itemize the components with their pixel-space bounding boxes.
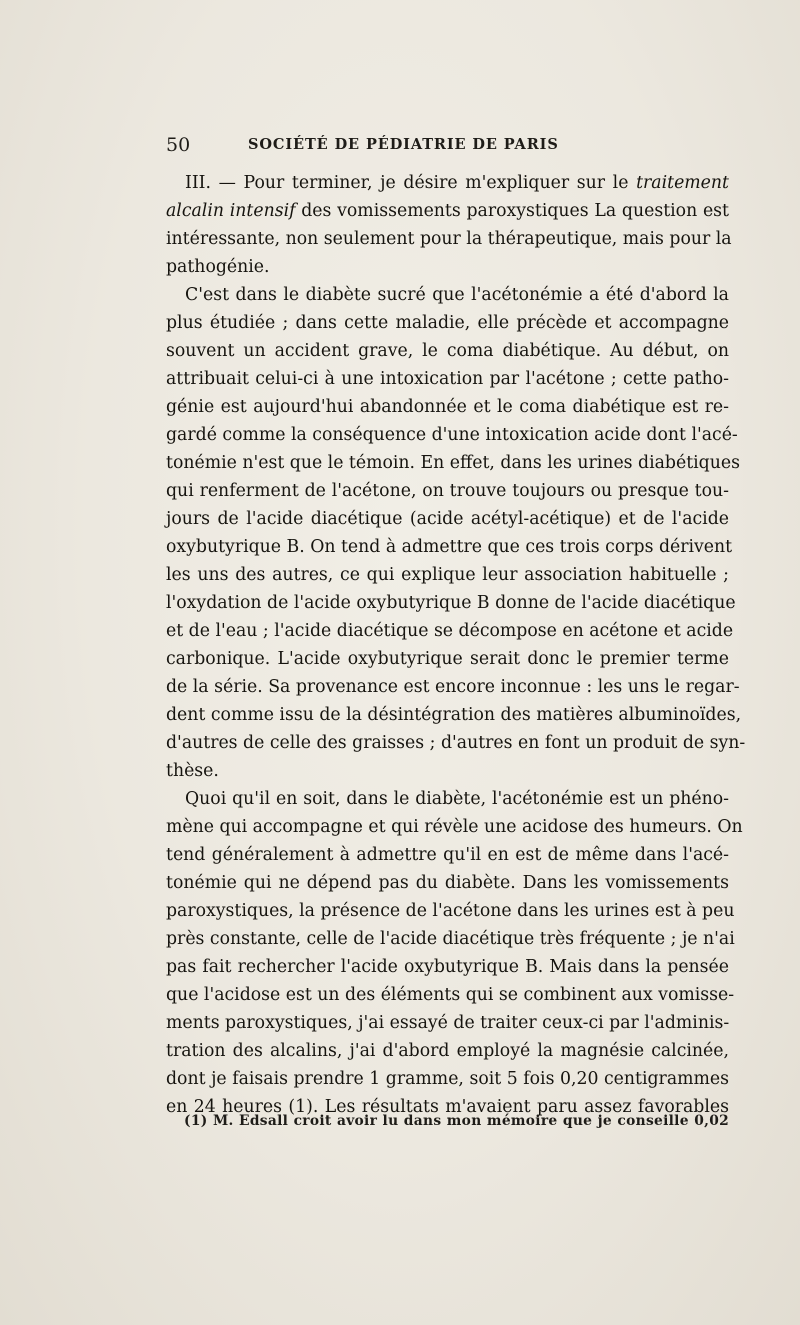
text-line: alcalin intensif des vomissements paroxystiques La question est: [166, 201, 729, 221]
text-line: gardé comme la conséquence d'une intoxication acide dont l'acé-: [166, 425, 738, 445]
text-line: paroxystiques, la présence de l'acétone dans les urines est à peu: [166, 901, 735, 921]
text-line: dent comme issu de la désintégration des matières albuminoïdes,: [166, 705, 742, 725]
text-line: génie est aujourd'hui abandonnée et le coma diabétique est re-: [166, 397, 729, 417]
text-line: qui renferment de l'acétone, on trouve toujours ou presque tou-: [166, 481, 729, 501]
text-line: attribuait celui-ci à une intoxication par l'acétone ; cette patho-: [166, 369, 729, 389]
text-line: tend généralement à admettre qu'il en est de même dans l'acé-: [166, 845, 729, 865]
text-line: intéressante, non seulement pour la thérapeutique, mais pour la: [166, 229, 732, 249]
text-line: thèse.: [166, 761, 219, 781]
running-head: SOCIÉTÉ DE PÉDIATRIE DE PARIS: [248, 136, 559, 153]
text-line: pathogénie.: [166, 257, 270, 277]
text-line: oxybutyrique B. On tend à admettre que ces trois corps dérivent: [166, 537, 733, 557]
text-line: les uns des autres, ce qui explique leur association habituelle ;: [166, 565, 729, 585]
text-line: jours de l'acide diacétique (acide acétyl-acétique) et de l'acide: [166, 509, 729, 529]
text-line: d'autres de celle des graisses ; d'autres en font un produit de syn-: [166, 733, 746, 753]
text-line: carbonique. L'acide oxybutyrique serait donc le premier terme: [166, 649, 729, 669]
text-line: C'est dans le diabète sucré que l'acétonémie a été d'abord la: [185, 285, 729, 305]
text-line: l'oxydation de l'acide oxybutyrique B donne de l'acide diacétique: [166, 593, 736, 613]
text-line: de la série. Sa provenance est encore inconnue : les uns le regar-: [166, 677, 740, 697]
text-line: mène qui accompagne et qui révèle une acidose des humeurs. On: [166, 817, 743, 837]
text-line: plus étudiée ; dans cette maladie, elle précède et accompagne: [166, 313, 729, 333]
text-line: tonémie n'est que le témoin. En effet, dans les urines diabétiques: [166, 453, 740, 473]
text-line: tration des alcalins, j'ai d'abord employé la magnésie calcinée,: [166, 1041, 729, 1061]
text-line: ments paroxystiques, j'ai essayé de traiter ceux-ci par l'adminis-: [166, 1013, 730, 1033]
page-number: 50: [166, 134, 191, 156]
text-line: pas fait rechercher l'acide oxybutyrique B. Mais dans la pensée: [166, 957, 729, 977]
text-line: III. — Pour terminer, je désire m'expliquer sur le traitement: [185, 173, 729, 193]
text-line: près constante, celle de l'acide diacétique très fréquente ; je n'ai: [166, 929, 735, 949]
text-line: tonémie qui ne dépend pas du diabète. Dans les vomissements: [166, 873, 729, 893]
text-line: en 24 heures (1). Les résultats m'avaient paru assez favorables: [166, 1097, 729, 1117]
footnote: (1) M. Edsall croit avoir lu dans mon mémoire que je conseille 0,02: [184, 1113, 729, 1129]
text-line: que l'acidose est un des éléments qui se combinent aux vomisse-: [166, 985, 735, 1005]
text-line: souvent un accident grave, le coma diabétique. Au début, on: [166, 341, 729, 361]
text-line: et de l'eau ; l'acide diacétique se décompose en acétone et acide: [166, 621, 734, 641]
text-line: Quoi qu'il en soit, dans le diabète, l'acétonémie est un phéno-: [185, 789, 729, 809]
text-line: dont je faisais prendre 1 gramme, soit 5 fois 0,20 centigrammes: [166, 1069, 729, 1089]
